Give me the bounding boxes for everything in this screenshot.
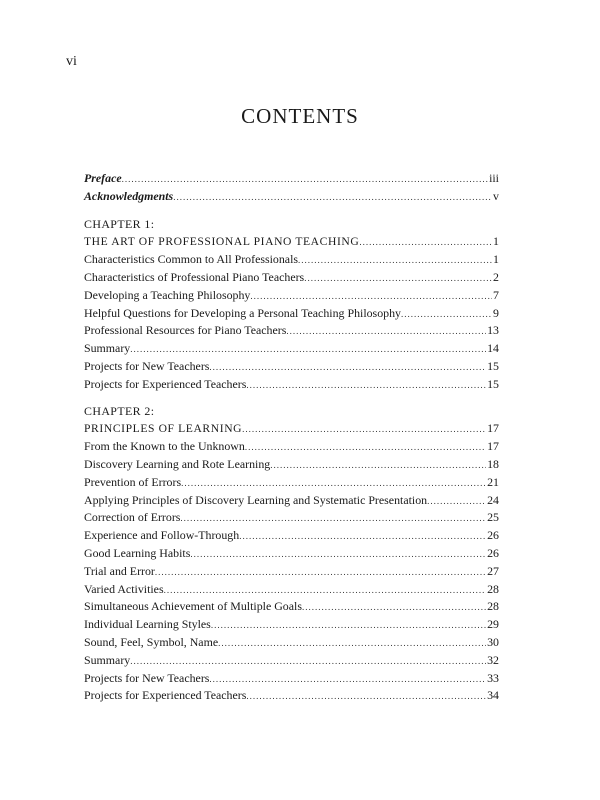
toc-entry[interactable] bbox=[84, 340, 499, 358]
chapter-title-label: PRINCIPLES OF LEARNING bbox=[84, 422, 243, 436]
page-number: vi bbox=[66, 54, 77, 69]
dot-leader bbox=[359, 234, 492, 252]
toc-entry-label: Projects for New Teachers bbox=[84, 358, 210, 373]
toc-entry[interactable] bbox=[84, 545, 499, 563]
toc-entry-label: Good Learning Habits bbox=[84, 545, 191, 560]
toc-entry[interactable] bbox=[84, 438, 499, 456]
toc-entry-page: 17 bbox=[487, 421, 499, 436]
toc-entry-label: Summary bbox=[84, 652, 131, 667]
toc-entry[interactable] bbox=[84, 687, 499, 705]
dot-leader bbox=[209, 359, 486, 377]
toc-entry[interactable] bbox=[84, 376, 499, 394]
toc-entry-label: Projects for Experienced Teachers bbox=[84, 376, 247, 391]
dot-leader bbox=[211, 617, 486, 635]
toc-entry-label: Applying Principles of Discovery Learning and Systematic Presentation bbox=[84, 492, 428, 507]
toc-entry[interactable] bbox=[84, 456, 499, 474]
toc-entry-label: Experience and Follow-Through bbox=[84, 528, 240, 543]
toc-entry[interactable] bbox=[84, 670, 499, 688]
toc-entry[interactable] bbox=[84, 598, 499, 616]
dot-leader bbox=[190, 546, 486, 564]
toc-entry-label: Correction of Errors bbox=[84, 510, 181, 525]
toc-entry-page: 34 bbox=[487, 688, 499, 703]
toc-entry-label: Projects for Experienced Teachers bbox=[84, 688, 247, 703]
dot-leader bbox=[286, 323, 486, 341]
toc-entry-page: 17 bbox=[487, 439, 499, 454]
page-title: CONTENTS bbox=[241, 104, 359, 128]
toc-entry-page: 15 bbox=[487, 358, 499, 373]
toc-entry-page: v bbox=[493, 188, 499, 203]
chapter-1-heading: CHAPTER 1: bbox=[84, 216, 155, 231]
toc-entry-page: 32 bbox=[487, 652, 499, 667]
toc-entry-page: 24 bbox=[487, 492, 499, 507]
toc-entry-page: 21 bbox=[487, 474, 499, 489]
toc-entry[interactable] bbox=[84, 358, 499, 376]
dot-leader bbox=[122, 171, 488, 189]
toc-entry-label: Projects for New Teachers bbox=[84, 670, 210, 685]
dot-leader bbox=[427, 493, 486, 511]
toc-entry-label: Developing a Teaching Philosophy bbox=[84, 287, 251, 302]
toc-entry-page: 26 bbox=[487, 528, 499, 543]
toc-entry-label: Professional Resources for Piano Teachers bbox=[84, 323, 287, 338]
toc-entry-page: 14 bbox=[487, 341, 499, 356]
dot-leader bbox=[242, 421, 486, 439]
dot-leader bbox=[246, 688, 486, 706]
toc-entry-label: Simultaneous Achievement of Multiple Goals bbox=[84, 599, 302, 614]
dot-leader bbox=[250, 288, 492, 306]
toc-entry-label: Prevention of Errors bbox=[84, 474, 182, 489]
toc-entry[interactable] bbox=[84, 251, 499, 269]
toc-entry[interactable] bbox=[84, 305, 499, 323]
toc-entry-page: 33 bbox=[487, 670, 499, 685]
toc-entry[interactable] bbox=[84, 563, 499, 581]
dot-leader bbox=[180, 510, 486, 528]
toc-entry-preface[interactable] bbox=[84, 170, 499, 188]
toc-entry-acknowledgments[interactable] bbox=[84, 188, 499, 206]
toc-entry-label: Helpful Questions for Developing a Personal Teaching Philosophy bbox=[84, 305, 401, 320]
toc-entry-page: 1 bbox=[493, 234, 499, 249]
toc-entry-page: 2 bbox=[493, 269, 499, 284]
toc-entry-label: Preface bbox=[84, 171, 122, 185]
chapter-1-entries bbox=[84, 251, 499, 393]
toc-entry[interactable] bbox=[84, 287, 499, 305]
dot-leader bbox=[270, 457, 486, 475]
toc-entry-page: 30 bbox=[487, 634, 499, 649]
toc-entry-label: Sound, Feel, Symbol, Name bbox=[84, 634, 219, 649]
toc-entry[interactable] bbox=[84, 616, 499, 634]
dot-leader bbox=[298, 252, 492, 270]
toc-entry-page: 28 bbox=[487, 581, 499, 596]
toc-entry-page: 25 bbox=[487, 510, 499, 525]
toc-entry[interactable] bbox=[84, 492, 499, 510]
toc-entry-label: Characteristics Common to All Professionals bbox=[84, 252, 299, 267]
toc-entry-label: Discovery Learning and Rote Learning bbox=[84, 456, 271, 471]
dot-leader bbox=[173, 189, 492, 207]
dot-leader bbox=[181, 475, 486, 493]
toc-entry[interactable] bbox=[84, 322, 499, 340]
dot-leader bbox=[246, 377, 486, 395]
toc-entry-label: Acknowledgments bbox=[84, 188, 174, 203]
dot-leader bbox=[130, 341, 486, 359]
toc-entry[interactable] bbox=[84, 634, 499, 652]
toc-entry-label: Individual Learning Styles bbox=[84, 617, 211, 632]
toc-entry[interactable] bbox=[84, 509, 499, 527]
toc-entry[interactable] bbox=[84, 527, 499, 545]
toc-chapter-1-title[interactable] bbox=[84, 233, 499, 251]
toc-entry-page: iii bbox=[489, 171, 499, 185]
toc-entry-label: From the Known to the Unknown bbox=[84, 439, 245, 454]
dot-leader bbox=[218, 635, 486, 653]
dot-leader bbox=[130, 653, 486, 671]
toc-entry[interactable] bbox=[84, 474, 499, 492]
toc-entry[interactable] bbox=[84, 269, 499, 287]
toc-entry[interactable] bbox=[84, 652, 499, 670]
dot-leader bbox=[302, 599, 486, 617]
dot-leader bbox=[304, 270, 492, 288]
table-of-contents bbox=[84, 170, 499, 705]
dot-leader bbox=[209, 671, 486, 689]
toc-entry[interactable] bbox=[84, 581, 499, 599]
dot-leader bbox=[239, 528, 486, 546]
chapter-title-label: THE ART OF PROFESSIONAL PIANO TEACHING bbox=[84, 235, 360, 249]
chapter-2-entries bbox=[84, 438, 499, 705]
toc-entry-page: 27 bbox=[487, 563, 499, 578]
dot-leader bbox=[155, 564, 486, 582]
toc-entry-page: 7 bbox=[493, 287, 499, 302]
toc-entry-page: 26 bbox=[487, 545, 499, 560]
chapter-2-heading: CHAPTER 2: bbox=[84, 403, 155, 418]
toc-entry-page: 9 bbox=[493, 305, 499, 320]
toc-entry-page: 18 bbox=[487, 456, 499, 471]
dot-leader bbox=[245, 439, 486, 457]
toc-entry-page: 28 bbox=[487, 599, 499, 614]
toc-entry-label: Summary bbox=[84, 341, 131, 356]
toc-entry-page: 13 bbox=[487, 323, 499, 338]
dot-leader bbox=[401, 306, 492, 324]
toc-entry-page: 15 bbox=[487, 376, 499, 391]
toc-entry-page: 1 bbox=[493, 252, 499, 267]
dot-leader bbox=[164, 582, 487, 600]
toc-entry-label: Varied Activities bbox=[84, 581, 164, 596]
toc-entry-label: Characteristics of Professional Piano Teachers bbox=[84, 269, 305, 284]
toc-chapter-2-title[interactable] bbox=[84, 420, 499, 438]
toc-entry-label: Trial and Error bbox=[84, 563, 155, 578]
toc-entry-page: 29 bbox=[487, 617, 499, 632]
